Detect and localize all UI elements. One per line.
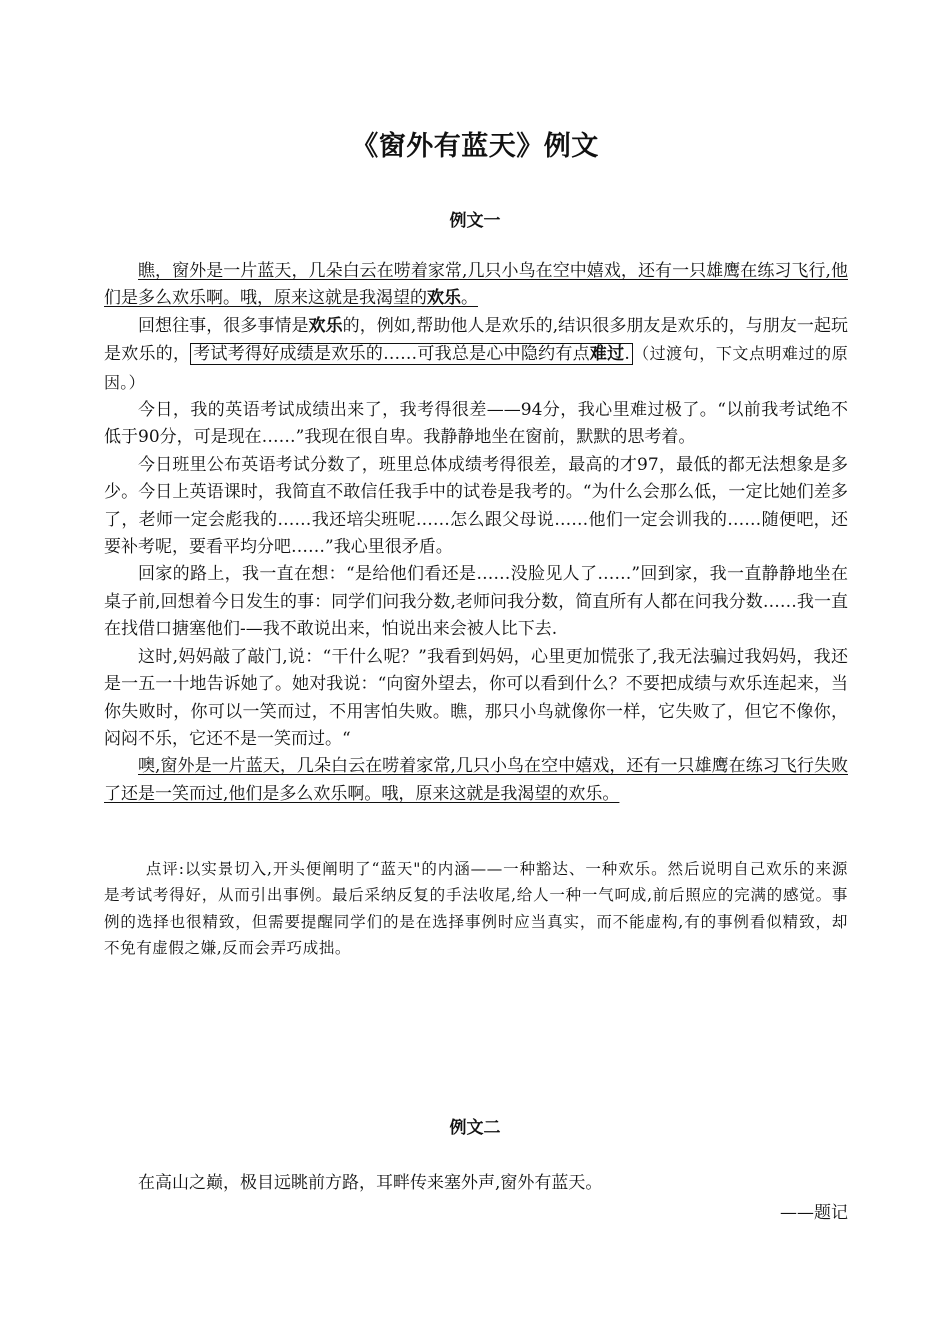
paragraph-6: 这时,妈妈敲了敲门,说：“干什么呢？”我看到妈妈，心里更加慌张了,我无法骗过我妈妈，我还是一五一十地告诉她了。她对我说：“向窗外望去，你可以看到什么？不要把成绩与欢乐连起来，当你失败时，你可以一笑而过，不用害怕失败。瞧，那只小鸟就像你一样，它失败了，但它不像你，闷闷不乐，它还不是一笑而过。“: [104, 646, 848, 749]
paragraph-3: 今日，我的英语考试成绩出来了，我考得很差——94分，我心里难过极了。“以前我考试绝不低于90分，可是现在……”我现在很自卑。我静静地坐在窗前，默默的思考着。: [104, 400, 848, 448]
paragraph-1: [104, 258, 848, 313]
section-heading-example-2: 例文二: [449, 1118, 501, 1138]
epigraph: [104, 1168, 848, 1228]
section-heading-example-1: 例文一: [449, 211, 501, 231]
epigraph-attribution: ——题记: [780, 1203, 848, 1223]
document-title: 《窗外有蓝天》例文: [351, 131, 599, 162]
transition-note: （过渡句，下文点明难过的原因。）: [104, 344, 849, 392]
bold-keyword-sad: 难过: [589, 344, 625, 365]
paragraph-2: 回想往事，很多事情是欢乐的，例如,帮助他人是欢乐的,结识很多朋友是欢乐的，与朋友一起玩是欢乐的， 考试考得好成绩是欢乐的……可我总是心中隐约有点难过. （过渡句，下文点明难过的原因。）: [104, 315, 849, 392]
epigraph-text: 在高山之巅，极目远眺前方路，耳畔传来塞外声,窗外有蓝天。: [138, 1173, 603, 1193]
underlined-closing: 噢,窗外是一片蓝天，几朵白云在唠着家常,几只小鸟在空中嬉戏，还有一只雄鹰在练习飞行失败了还是一笑而过,他们是多么欢乐啊。哦，原来这就是我渴望的欢乐。: [104, 756, 848, 804]
teacher-comment: [104, 856, 848, 962]
boxed-transition-sentence: 考试考得好成绩是欢乐的……可我总是心中隐约有点难过.: [190, 343, 633, 365]
bold-keyword-joy: 欢乐: [427, 288, 461, 309]
bold-keyword-joy-2: 欢乐: [308, 315, 343, 336]
essay-body: [104, 258, 848, 808]
comment-text: 点评:以实景切入,开头便阐明了“蓝天"的内涵——一种豁达、一种欢乐。然后说明自己欢乐的来源是考试考得好，从而引出事例。最后采纳反复的手法收尾,给人一种一气呵成,前后照应的完满的感觉。事例的选择也很精致，但需要提醒同学们的是在选择事例时应当真实，而不能虚构,有的事例看似精致，却不免有虚假之嫌,反而会弄巧成拙。: [104, 860, 848, 958]
paragraph-4: 今日班里公布英语考试分数了，班里总体成绩考得很差，最高的才97，最低的都无法想象是多少。今日上英语课时，我简直不敢信任我手中的试卷是我考的。“为什么会那么低，一定比她们差多了，老师一定会彪我的……我还培尖班呢……怎么跟父母说……他们一定会训我的……随便吧，还要补考呢，要看平均分吧……”我心里很矛盾。: [104, 454, 848, 558]
paragraph-5: 回家的路上，我一直在想：“是给他们看还是……没脸见人了……”回到家，我一直静静地坐在桌子前,回想着今日发生的事：同学们问我分数,老师问我分数，简直所有人都在问我分数……我一直在找借口搪塞他们-—我不敢说出来，怕说出来会被人比下去.: [104, 564, 848, 640]
underlined-opening: 瞧，窗外是一片蓝天，几朵白云在唠着家常,几只小鸟在空中嬉戏，还有一只雄鹰在练习飞行,他们是多么欢乐啊。哦，原来这就是我渴望的欢乐。: [104, 261, 848, 309]
paragraph-7: [104, 753, 848, 808]
